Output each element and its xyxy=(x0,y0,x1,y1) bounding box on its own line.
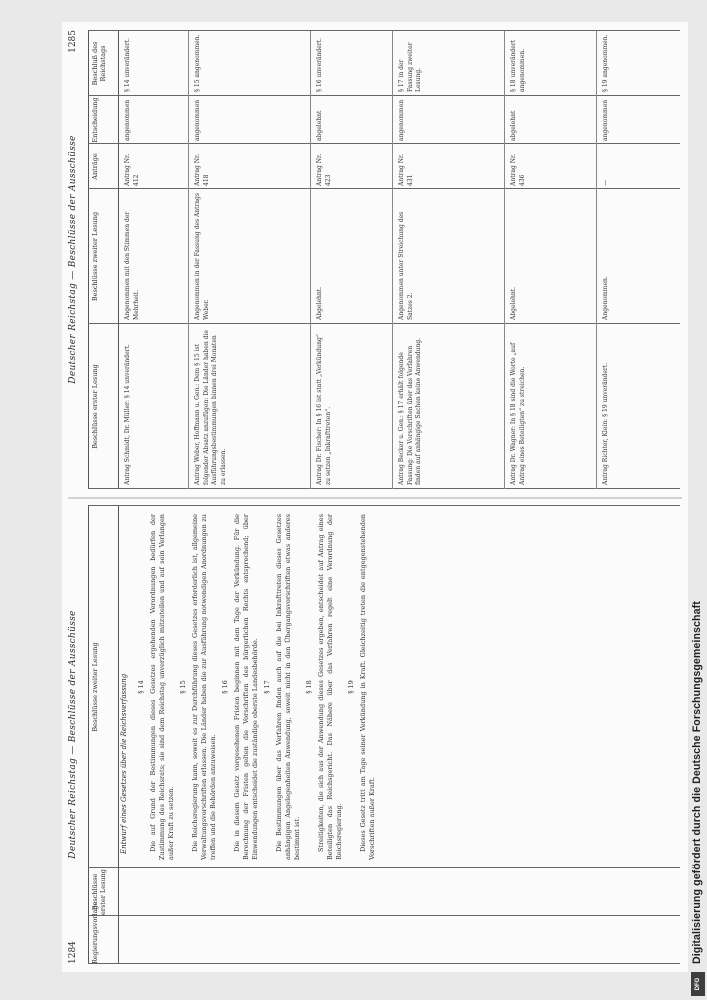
block-6-col5: § 19 angenommen. xyxy=(602,34,609,92)
block-2-col4: angenommen xyxy=(194,99,201,141)
right-column-header-5: Beschluß des Reichstags xyxy=(91,41,107,86)
table-rule-top xyxy=(88,30,89,489)
right-page xyxy=(62,22,688,497)
block-4-col3: Antrag Nr. 431 xyxy=(398,153,414,186)
left-page-header xyxy=(68,505,84,964)
column-rule xyxy=(88,323,680,324)
section-paragraph: Die in diesem Gesetz vorgesehenen Fristen beginnen mit dem Tage der Verkündung. Für die Berechnung der Fristen gelten die Vorschriften des bürgerlichen Rechts entsprechend; über Einwendungen entscheidet die zuständige oberste Landesbehörde. xyxy=(233,514,259,860)
section-heading: § 17 xyxy=(263,680,271,694)
section-heading: § 16 xyxy=(221,680,229,694)
right-column-header-4: Entscheidung xyxy=(91,97,99,143)
document-sheet xyxy=(62,22,688,972)
left-column-header-1: Regierungsvorlage xyxy=(91,901,99,964)
block-1-col5: § 14 unverändert. xyxy=(124,37,131,92)
page-gutter xyxy=(68,497,682,499)
digitization-footer xyxy=(689,0,707,1000)
column-rule xyxy=(88,30,680,31)
column-rule xyxy=(88,505,680,506)
block-6-col1: Antrag Richter, Klein: § 19 unverändert. xyxy=(602,362,609,485)
block-3-col5: § 16 unverändert. xyxy=(316,37,323,92)
section-paragraph: Dieses Gesetz tritt am Tage seiner Verkündung in Kraft. Gleichzeitig treten die entgegenstehenden Vorschriften außer Kraft. xyxy=(359,514,376,860)
row-separator xyxy=(392,31,393,489)
right-table xyxy=(88,30,680,489)
block-1-col4: angenommen xyxy=(124,99,131,141)
block-2-col5: § 15 angenommen. xyxy=(194,34,201,92)
block-5-col3: Antrag Nr. 436 xyxy=(510,153,526,186)
block-2-col3: Antrag Nr. 418 xyxy=(194,153,210,186)
column-rule xyxy=(88,143,680,144)
block-4-col5: § 17 in der Fassung zweiter Lesung. xyxy=(398,42,422,92)
column-rule xyxy=(88,867,680,868)
left-table xyxy=(88,505,680,964)
right-column-header-3: Anträge xyxy=(91,153,99,180)
right-column-header-1: Beschlüsse erster Lesung xyxy=(91,364,99,449)
right-column-header-2: Beschlüsse zweiter Lesung xyxy=(91,211,99,302)
block-3-col4: abgelehnt xyxy=(316,110,323,141)
section-paragraph: Streitigkeiten, die sich aus der Anwendung dieses Gesetzes ergeben, entscheidet auf Antrag eines Beteiligten das Reichsgericht. Das Nähere über das Verfahren regelt eine Verordnung der Reichsregierung. xyxy=(317,514,343,860)
block-4-col4: angenommen xyxy=(398,99,405,141)
left-page-number: 1284 xyxy=(68,941,78,964)
dfg-logo-label: DFG xyxy=(695,977,701,991)
block-2-col1: Antrag Weber, Hoffmann u. Gen.: Dem § 15 ist folgender Absatz anzufügen: Die Länder haben die Ausführungsbestimmungen binnen drei Monaten zu erlassen. xyxy=(194,330,227,485)
block-6-col3: — xyxy=(602,180,609,186)
dfg-logo-icon xyxy=(691,972,705,996)
column-rule xyxy=(88,963,680,964)
block-3-col1: Antrag Dr. Fischer: In § 16 ist statt „Verkündung“ zu setzen „Inkrafttreten“. xyxy=(316,334,332,485)
left-column-header-2: Beschlüsse erster Lesung xyxy=(91,869,107,915)
left-subtitle: Entwurf eines Gesetzes über die Reichsverfassung xyxy=(120,673,128,854)
section-paragraph: Die Reichsregierung kann, soweit es zur Durchführung dieses Gesetzes erforderlich ist, allgemeine Verwaltungsvorschriften erlassen. Die Länder haben die zur Ausführung notwendigen Anordnungen zu treffen und die Behörden anzuweisen. xyxy=(191,514,217,860)
column-rule xyxy=(88,95,680,96)
left-running-title: Deutscher Reichstag — Beschlüsse der Ausschüsse xyxy=(68,610,78,859)
block-3-col2: Abgelehnt. xyxy=(316,286,323,320)
block-5-col4: abgelehnt xyxy=(510,110,517,141)
block-2-col2: Angenommen in der Fassung des Antrags Weber. xyxy=(194,193,210,320)
block-6-col2: Angenommen. xyxy=(602,276,609,320)
column-rule xyxy=(88,488,680,489)
section-heading: § 18 xyxy=(305,680,313,694)
block-6-col4: angenommen xyxy=(602,99,609,141)
column-rule xyxy=(88,188,680,189)
dfg-credit-text: Digitalisierung gefördert durch die Deutsche Forschungsgemeinschaft xyxy=(691,601,703,964)
section-paragraph: Die Bestimmungen über das Verfahren finden auch auf die bei Inkrafttreten dieses Gesetzes anhängigen Angelegenheiten Anwendung, soweit nicht in den Übergangsvorschriften etwas anderes bestimmt ist. xyxy=(275,514,301,860)
right-page-number: 1285 xyxy=(68,30,78,53)
block-3-col3: Antrag Nr. 423 xyxy=(316,153,332,186)
block-1-col3: Antrag Nr. 412 xyxy=(124,153,140,186)
row-separator xyxy=(504,31,505,489)
left-page xyxy=(62,497,688,972)
block-4-col1: Antrag Becker u. Gen.: § 17 erhält folgende Fassung: Die Vorschriften über das Verfahren finden auf anhängige Sachen keine Anwendung. xyxy=(398,337,422,485)
block-5-col2: Abgelehnt. xyxy=(510,286,517,320)
section-paragraph: Die auf Grund der Bestimmungen dieses Gesetzes ergehenden Verordnungen bedürfen der Zustimmung des Reichsrats; sie sind dem Reichstag unverzüglich mitzuteilen und auf sein Verlangen außer Kraft zu setzen. xyxy=(149,514,175,860)
block-5-col5: § 18 unverändert angenommen. xyxy=(510,39,526,92)
left-body-text xyxy=(134,514,674,860)
block-1-col1: Antrag Schmidt, Dr. Müller: § 14 unverändert. xyxy=(124,344,131,485)
table-rule-header xyxy=(118,505,119,964)
row-separator xyxy=(188,31,189,489)
table-rule-header xyxy=(118,30,119,489)
right-running-title: Deutscher Reichstag — Beschlüsse der Ausschüsse xyxy=(68,135,78,384)
row-separator xyxy=(596,31,597,489)
block-1-col2: Angenommen mit den Stimmen der Mehrheit. xyxy=(124,211,140,320)
section-heading: § 15 xyxy=(179,680,187,694)
table-rule-top xyxy=(88,505,89,964)
section-heading: § 19 xyxy=(347,680,355,694)
row-separator xyxy=(310,31,311,489)
block-5-col1: Antrag Dr. Wagner: In § 18 sind die Worte „auf Antrag eines Beteiligten“ zu streichen. xyxy=(510,342,526,485)
left-column-header-3: Beschlüsse zweiter Lesung xyxy=(91,642,99,732)
rotated-spread xyxy=(62,22,688,972)
section-heading: § 14 xyxy=(137,680,145,694)
block-4-col2: Angenommen unter Streichung des Satzes 2. xyxy=(398,211,414,320)
column-rule xyxy=(88,915,680,916)
right-page-header xyxy=(68,30,84,489)
